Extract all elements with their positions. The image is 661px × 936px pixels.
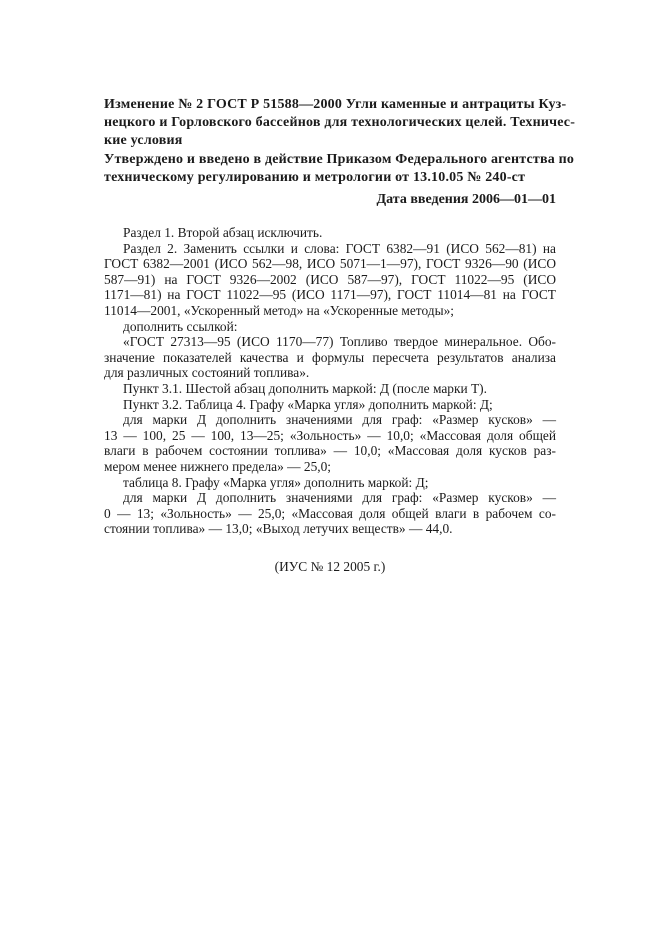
amendment-body	[104, 225, 556, 537]
text-line: Раздел 2. Заменить ссылки и слова: ГОСТ 6382—91 (ИСО 562—81) на	[123, 240, 556, 256]
text-line: дополнить ссылкой:	[123, 318, 238, 334]
text-line: Пункт 3.1. Шестой абзац дополнить маркой: Д (после марки Т).	[123, 380, 487, 396]
text-line: 587—91) на ГОСТ 9326—2002 (ИСО 587—97), ГОСТ 11022—95 (ИСО	[104, 271, 556, 287]
document-header	[104, 96, 576, 187]
text-line: Раздел 1. Второй абзац исключить.	[123, 225, 323, 240]
paragraph	[104, 490, 556, 537]
document-title	[104, 96, 576, 150]
effective-date: Дата введения 2006—01—01	[376, 192, 556, 207]
approval-statement	[104, 151, 575, 187]
text-line: нецкого и Горловского бассейнов для технологических целей. Техничес-	[104, 115, 576, 130]
text-line: Пункт 3.2. Таблица 4. Графу «Марка угля» дополнить маркой: Д;	[123, 396, 493, 412]
text-line: для марки Д дополнить значениями для граф: «Размер кусков» —	[123, 490, 556, 506]
paragraph	[104, 397, 556, 413]
document-content	[104, 96, 576, 575]
paragraph	[104, 381, 556, 397]
text-line: ГОСТ 6382—2001 (ИСО 562—98, ИСО 5071—1—97), ГОСТ 9326—90 (ИСО	[104, 256, 556, 272]
text-line: 13 — 100, 25 — 100, 13—25; «Зольность» — 10,0; «Массовая доля общей	[104, 427, 556, 443]
text-line: таблица 8. Графу «Марка угля» дополнить маркой: Д;	[123, 474, 429, 490]
text-line: для различных состояний топлива».	[104, 365, 310, 381]
text-line: «ГОСТ 27313—95 (ИСО 1170—77) Топливо твердое минеральное. Обо-	[123, 334, 556, 350]
text-line: влаги в рабочем состоянии топлива» — 10,0; «Массовая доля кусков раз-	[104, 443, 556, 459]
text-line: 11014—2001, «Ускоренный метод» на «Ускоренные методы»;	[104, 302, 454, 318]
paragraph	[104, 412, 556, 474]
text-line: техническому регулированию и метрологии от 13.10.05 № 240-ст	[104, 170, 526, 185]
text-line: мером менее нижнего предела» — 25,0;	[104, 458, 332, 474]
text-line: кие условия	[104, 133, 183, 148]
publication-note: (ИУС № 12 2005 г.)	[274, 558, 386, 574]
text-line: для марки Д дополнить значениями для граф: «Размер кусков» —	[123, 412, 556, 428]
text-line: 0 — 13; «Зольность» — 25,0; «Массовая доля общей влаги в рабочем со-	[104, 505, 556, 521]
text-line: Изменение № 2 ГОСТ Р 51588—2000 Угли каменные и антрациты Куз-	[104, 97, 567, 112]
paragraph	[104, 319, 556, 335]
text-line: Утверждено и введено в действие Приказом Федерального агентства по	[104, 152, 575, 167]
text-line: значение показателей качества и формулы пересчета результатов анализа	[104, 349, 556, 365]
paragraph	[104, 334, 556, 381]
paragraph	[104, 225, 556, 241]
text-line: 1171—81) на ГОСТ 11022—95 (ИСО 1171—97), ГОСТ 11014—81 на ГОСТ	[104, 287, 556, 303]
paragraph	[104, 475, 556, 491]
paragraph	[104, 241, 556, 319]
text-line: стоянии топлива» — 13,0; «Выход летучих веществ» — 44,0.	[104, 521, 453, 537]
